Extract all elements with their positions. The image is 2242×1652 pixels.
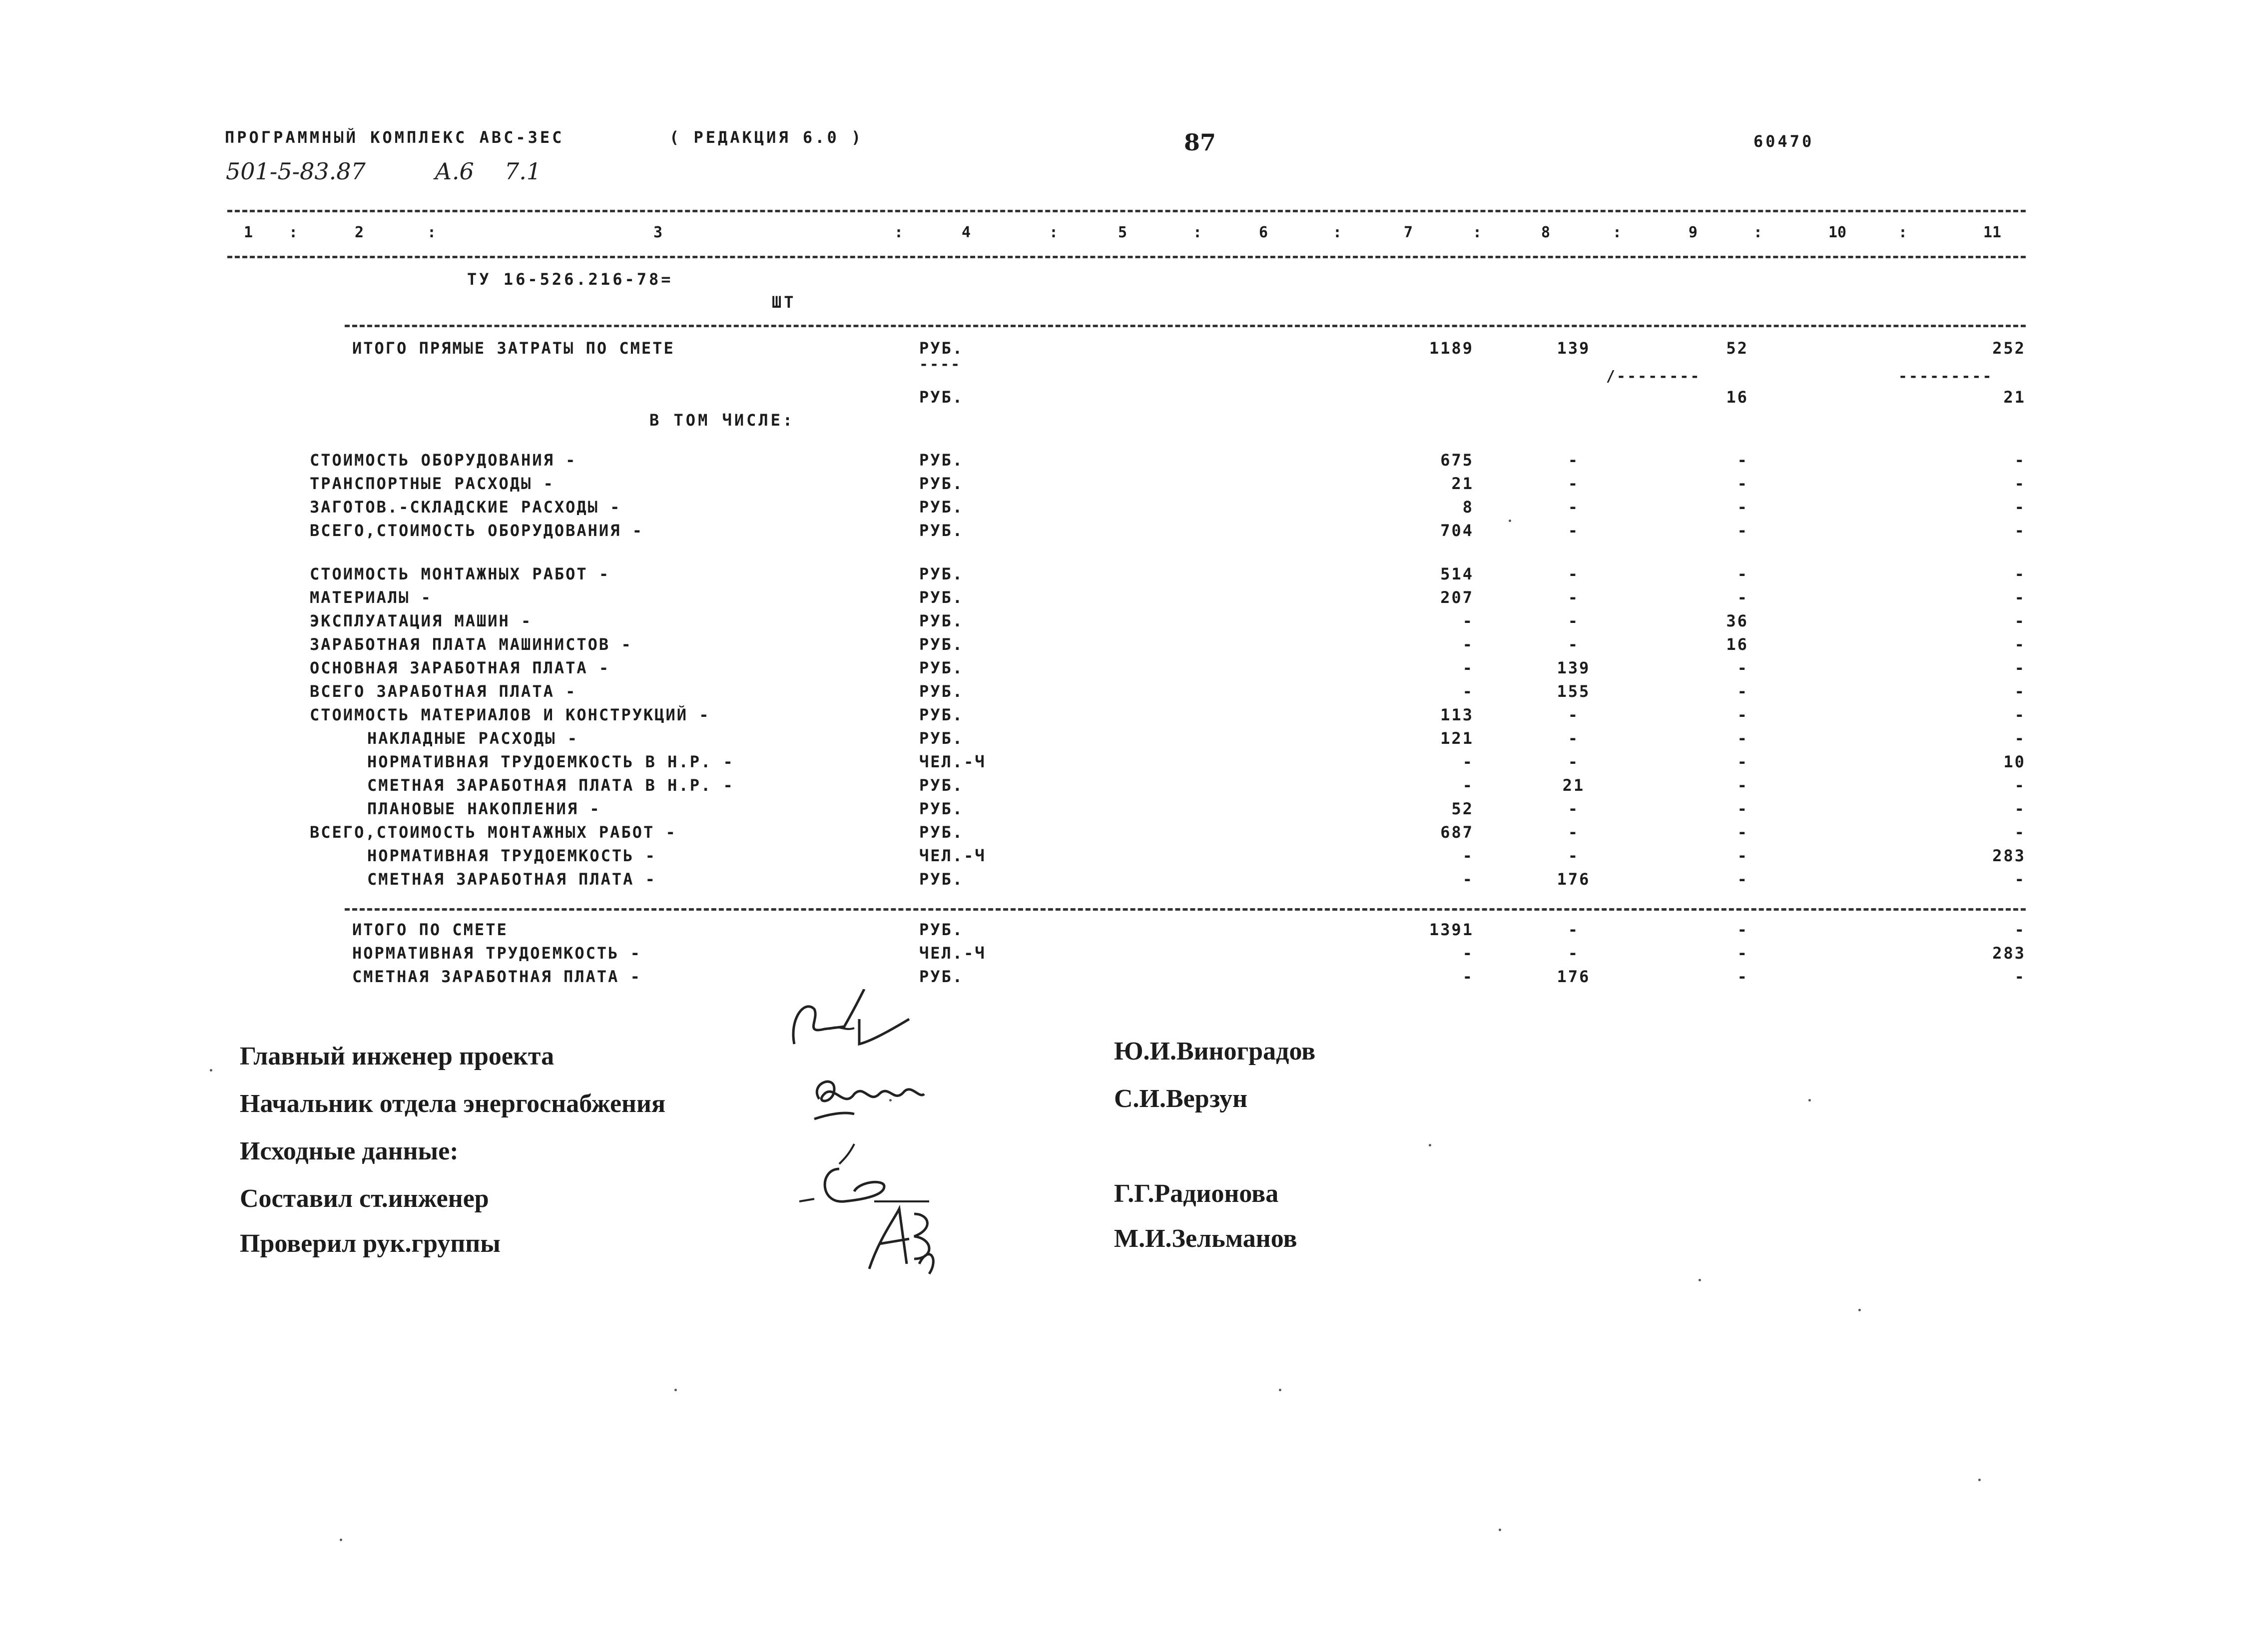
cell-col7: 704 xyxy=(1440,521,1474,540)
edition-label: ( РЕДАКЦИЯ 6.0 ) xyxy=(669,128,864,147)
cell-col11: - xyxy=(2014,588,2026,607)
cell-col7: - xyxy=(1462,846,1474,865)
table-row xyxy=(0,635,2242,655)
cell-col9: - xyxy=(1737,799,1748,818)
table-row xyxy=(0,823,2242,843)
cell-col11: - xyxy=(2014,799,2026,818)
cell-col8: - xyxy=(1568,611,1580,630)
cell-col8: - xyxy=(1568,799,1580,818)
cell-col9: - xyxy=(1737,776,1748,795)
cell-col7: - xyxy=(1462,944,1474,963)
cell-col7: 1391 xyxy=(1429,920,1474,939)
spec-unit: ШТ xyxy=(772,293,796,312)
cell-col11: - xyxy=(2014,658,2026,677)
cell-col9: - xyxy=(1737,967,1748,986)
cell-col8: - xyxy=(1568,846,1580,865)
cell-col9: 52 xyxy=(1726,339,1748,358)
cell-col8: - xyxy=(1568,752,1580,771)
cell-col7: 121 xyxy=(1440,729,1474,748)
cell-col9: - xyxy=(1737,944,1748,963)
table-row xyxy=(0,776,2242,796)
cell-col9: - xyxy=(1737,682,1748,701)
cell-col9: - xyxy=(1737,920,1748,939)
cell-col8: - xyxy=(1568,451,1580,470)
signature-role: Начальник отдела энергоснабжения xyxy=(240,1090,666,1118)
top-rule xyxy=(227,210,2026,212)
table-row xyxy=(0,870,2242,890)
row-label: ВСЕГО ЗАРАБОТНАЯ ПЛАТА - xyxy=(310,682,577,701)
table-row xyxy=(0,846,2242,866)
cell-col7: - xyxy=(1462,611,1474,630)
row-label: ИТОГО ПО СМЕТЕ xyxy=(352,920,508,939)
document-page: ПРОГРАММНЫЙ КОМПЛЕКС АВС-3ЕС ( РЕДАКЦИЯ 6.0 ) 87 60470 501-5-83.87 А.6 7.1 1 2 3 4 5 6 7 8 9 10 11 : : : : : : : : : : ТУ 16-526.216-78= ШТ ИТОГО ПРЯМЫЕ ЗАТРАТЫ ПО СМЕТЕ РУБ. 1189 139 52 252 ---- /-------- --------- РУБ. 16 21 В ТОМ ЧИСЛЕ: СТОИМОСТЬ ОБОРУДОВАНИЯ - РУБ. 675 - - - ТРАНСПОРТНЫЕ РАСХОДЫ - РУБ. 21 - - - ЗАГОТОВ.-СКЛАДСКИЕ РАСХОДЫ - РУБ. 8 - - - ВСЕГО,СТОИМОСТЬ ОБОРУДОВАНИЯ - РУБ. 704 - - - СТОИМОСТЬ МОНТАЖНЫХ РАБОТ - РУБ. 514 - - - МАТЕРИАЛЫ - РУБ. 207 - - - ЭКСПЛУАТАЦИЯ МАШИН - РУБ. - - 36 - ЗАРАБОТНАЯ ПЛАТА МАШИНИСТОВ - РУБ. - - 16 - ОСНОВНАЯ ЗАРАБОТНАЯ ПЛАТА - РУБ. - 139 - - ВСЕГО ЗАРАБОТНАЯ ПЛАТА - РУБ. - 155 - - СТОИМОСТЬ МАТЕРИАЛОВ И КОНСТРУКЦИЙ - РУБ. 113 - - - НАКЛАДНЫЕ РАСХОДЫ - РУБ. 121 - - - НОРМАТИВНАЯ ТРУДОЕМКОСТЬ В Н.Р. - ЧЕЛ.-Ч - - - 10 СМЕТНАЯ ЗАРАБОТНАЯ ПЛАТА В Н.Р. - РУБ. - 21 - - ПЛАНОВЫЕ НАКОПЛЕНИЯ - РУБ. 52 - - - ВСЕГО,СТОИМОСТЬ МОНТАЖНЫХ РАБОТ - РУБ. 687 - - - НОРМАТИВНАЯ ТРУДОЕМКОСТЬ - ЧЕЛ.-Ч - - - 283 СМЕТНАЯ ЗАРАБОТНАЯ ПЛАТА - РУБ. - 176 - - ИТОГО ПО СМЕТЕ РУБ. 1391 - - - НОРМАТИВНАЯ ТРУДОЕМКОСТЬ - ЧЕЛ.-Ч - - - 283 СМЕТНАЯ ЗАРАБОТНАЯ ПЛАТА - РУБ. - 176 - - Главный инженер проекта Ю.И.Виноградов Начальник отдела энергоснабжения С.И.Верзун Исходные данные: Составил ст.инженер Г.Г.Радионова Проверил рук.группы М.И.Зельманов xyxy=(0,0,2242,1652)
cell-col9: - xyxy=(1737,752,1748,771)
table-row xyxy=(0,729,2242,749)
row-label: ОСНОВНАЯ ЗАРАБОТНАЯ ПЛАТА - xyxy=(310,658,610,677)
table-row xyxy=(0,588,2242,608)
cell-col9: - xyxy=(1737,564,1748,583)
cell-col8: - xyxy=(1568,521,1580,540)
cell-col7: 687 xyxy=(1440,823,1474,842)
cell-col8: - xyxy=(1568,729,1580,748)
table-row xyxy=(0,611,2242,631)
table-row xyxy=(0,658,2242,678)
cell-col7: - xyxy=(1462,776,1474,795)
row-unit: ЧЕЛ.-Ч xyxy=(919,846,986,865)
signature-name: М.И.Зельманов xyxy=(1114,1224,1297,1253)
row-unit: РУБ. xyxy=(919,339,964,358)
table-row xyxy=(0,799,2242,819)
total-row xyxy=(0,944,2242,964)
signature-chief-engineer xyxy=(784,989,934,1064)
cell-col11: - xyxy=(2014,451,2026,470)
cell-col11: - xyxy=(2014,776,2026,795)
cell-col8: - xyxy=(1568,944,1580,963)
cell-col8: - xyxy=(1568,823,1580,842)
row-unit: РУБ. xyxy=(919,870,964,889)
cell-col11: - xyxy=(2014,823,2026,842)
column-number: 2 xyxy=(355,224,364,241)
cell-col11: - xyxy=(2014,611,2026,630)
row-unit: РУБ. xyxy=(919,776,964,795)
row-unit: РУБ. xyxy=(919,682,964,701)
table-row xyxy=(0,752,2242,772)
row-label: ЗАГОТОВ.-СКЛАДСКИЕ РАСХОДЫ - xyxy=(310,498,621,517)
handwritten-volume: 7.1 xyxy=(505,158,542,185)
spec-tu: ТУ 16-526.216-78= xyxy=(467,270,673,289)
cell-col11: 10 xyxy=(2003,752,2026,771)
row-label: СТОИМОСТЬ ОБОРУДОВАНИЯ - xyxy=(310,451,577,470)
row-label: НОРМАТИВНАЯ ТРУДОЕМКОСТЬ - xyxy=(367,846,656,865)
cell-col11: 283 xyxy=(1992,944,2026,963)
table-row xyxy=(0,474,2242,494)
row-label: НАКЛАДНЫЕ РАСХОДЫ - xyxy=(367,729,579,748)
signature-role: Составил ст.инженер xyxy=(240,1184,489,1213)
cell-col8: - xyxy=(1568,705,1580,724)
row-label: СМЕТНАЯ ЗАРАБОТНАЯ ПЛАТА В Н.Р. - xyxy=(367,776,734,795)
cell-col7: 52 xyxy=(1451,799,1474,818)
row-unit: РУБ. xyxy=(919,388,964,407)
total-direct-subrow xyxy=(0,388,2242,408)
total-row xyxy=(0,920,2242,940)
signature-name: Г.Г.Радионова xyxy=(1114,1179,1279,1208)
cell-col7: 675 xyxy=(1440,451,1474,470)
table-row xyxy=(0,451,2242,471)
table-row xyxy=(0,521,2242,541)
signature-department-head xyxy=(804,1064,934,1129)
cell-col7: 8 xyxy=(1462,498,1474,517)
cell-col11: - xyxy=(2014,920,2026,939)
signature-role: Проверил рук.группы xyxy=(240,1229,501,1258)
row-label: НОРМАТИВНАЯ ТРУДОЕМКОСТЬ - xyxy=(352,944,641,963)
cell-col7: 1189 xyxy=(1429,339,1474,358)
column-number: 5 xyxy=(1118,224,1127,241)
row-unit: РУБ. xyxy=(919,705,964,724)
cell-col11: - xyxy=(2014,635,2026,654)
cell-col8: 139 xyxy=(1557,658,1591,677)
row-unit: РУБ. xyxy=(919,635,964,654)
column-header-rule xyxy=(227,256,2026,258)
cell-col8: 21 xyxy=(1562,776,1585,795)
cell-col7: 207 xyxy=(1440,588,1474,607)
row-label: СМЕТНАЯ ЗАРАБОТНАЯ ПЛАТА - xyxy=(367,870,656,889)
row-unit: РУБ. xyxy=(919,967,964,986)
cell-col9: 16 xyxy=(1726,388,1748,407)
row-unit: ЧЕЛ.-Ч xyxy=(919,752,986,771)
column-number: 8 xyxy=(1541,224,1551,241)
cell-col8: - xyxy=(1568,920,1580,939)
row-unit: РУБ. xyxy=(919,564,964,583)
cell-col8: 139 xyxy=(1557,339,1591,358)
row-label: МАТЕРИАЛЫ - xyxy=(310,588,432,607)
row-label: ЗАРАБОТНАЯ ПЛАТА МАШИНИСТОВ - xyxy=(310,635,632,654)
cell-col7: - xyxy=(1462,870,1474,889)
table-row xyxy=(0,498,2242,518)
cell-col11: - xyxy=(2014,521,2026,540)
row-unit: РУБ. xyxy=(919,920,964,939)
handwritten-project-ref: 501-5-83.87 xyxy=(226,158,366,185)
cell-col7: - xyxy=(1462,635,1474,654)
cell-col8: - xyxy=(1568,474,1580,493)
signature-name: С.И.Верзун xyxy=(1114,1085,1248,1113)
table-row xyxy=(0,705,2242,725)
row-label: ВСЕГО,СТОИМОСТЬ ОБОРУДОВАНИЯ - xyxy=(310,521,643,540)
column-number: 1 xyxy=(244,224,253,241)
cell-col7: 21 xyxy=(1451,474,1474,493)
cell-col8: - xyxy=(1568,498,1580,517)
row-unit: РУБ. xyxy=(919,823,964,842)
column-number: 10 xyxy=(1828,224,1847,241)
including-heading: В ТОМ ЧИСЛЕ: xyxy=(649,411,795,430)
cell-col8: - xyxy=(1568,564,1580,583)
column-number: 11 xyxy=(1983,224,2002,241)
cell-col9: 36 xyxy=(1726,611,1748,630)
row-label: СТОИМОСТЬ МОНТАЖНЫХ РАБОТ - xyxy=(310,564,610,583)
row-unit: РУБ. xyxy=(919,611,964,630)
row-label: ПЛАНОВЫЕ НАКОПЛЕНИЯ - xyxy=(367,799,601,818)
signature-role: Исходные данные: xyxy=(240,1137,459,1165)
spec-rule xyxy=(345,325,2026,327)
column-number: 7 xyxy=(1404,224,1413,241)
cell-col7: 514 xyxy=(1440,564,1474,583)
cell-col9: - xyxy=(1737,870,1748,889)
cell-col8: 176 xyxy=(1557,870,1591,889)
row-unit: РУБ. xyxy=(919,799,964,818)
cell-col11: 252 xyxy=(1992,339,2026,358)
cell-col7: - xyxy=(1462,967,1474,986)
row-label: СМЕТНАЯ ЗАРАБОТНАЯ ПЛАТА - xyxy=(352,967,641,986)
cell-col9: - xyxy=(1737,823,1748,842)
cell-col11: - xyxy=(2014,564,2026,583)
row-unit: РУБ. xyxy=(919,588,964,607)
row-label: НОРМАТИВНАЯ ТРУДОЕМКОСТЬ В Н.Р. - xyxy=(367,752,734,771)
cell-col11: - xyxy=(2014,705,2026,724)
row-unit: РУБ. xyxy=(919,451,964,470)
cell-col8: 155 xyxy=(1557,682,1591,701)
row-label: ТРАНСПОРТНЫЕ РАСХОДЫ - xyxy=(310,474,555,493)
row-unit: РУБ. xyxy=(919,729,964,748)
cell-col7: - xyxy=(1462,682,1474,701)
handwritten-album: А.6 xyxy=(435,158,474,185)
row-unit: РУБ. xyxy=(919,474,964,493)
cell-col8: - xyxy=(1568,635,1580,654)
signature-group-lead xyxy=(859,1199,959,1279)
cell-col7: - xyxy=(1462,658,1474,677)
cell-col9: - xyxy=(1737,498,1748,517)
cell-col9: 16 xyxy=(1726,635,1748,654)
cell-col11: 21 xyxy=(2003,388,2026,407)
totals-rule xyxy=(345,908,2026,911)
cell-col9: - xyxy=(1737,658,1748,677)
row-label: ИТОГО ПРЯМЫЕ ЗАТРАТЫ ПО СМЕТЕ xyxy=(352,339,675,358)
total-direct-row xyxy=(0,339,2242,359)
row-label: ВСЕГО,СТОИМОСТЬ МОНТАЖНЫХ РАБОТ - xyxy=(310,823,677,842)
row-unit: РУБ. xyxy=(919,521,964,540)
cell-col9: - xyxy=(1737,474,1748,493)
cell-col11: - xyxy=(2014,729,2026,748)
column-number: 9 xyxy=(1688,224,1698,241)
total-row xyxy=(0,967,2242,987)
signature-name: Ю.И.Виноградов xyxy=(1114,1037,1316,1066)
cell-col9: - xyxy=(1737,846,1748,865)
row-label: ЭКСПЛУАТАЦИЯ МАШИН - xyxy=(310,611,533,630)
row-unit: ЧЕЛ.-Ч xyxy=(919,944,986,963)
cell-col11: - xyxy=(2014,967,2026,986)
cell-col9: - xyxy=(1737,521,1748,540)
column-number: 3 xyxy=(653,224,663,241)
cell-col7: - xyxy=(1462,752,1474,771)
cell-col11: - xyxy=(2014,498,2026,517)
cell-col8: - xyxy=(1568,588,1580,607)
program-title: ПРОГРАММНЫЙ КОМПЛЕКС АВС-3ЕС xyxy=(225,128,564,147)
document-code: 60470 xyxy=(1753,132,1814,151)
cell-col11: - xyxy=(2014,682,2026,701)
cell-col9: - xyxy=(1737,588,1748,607)
row-unit: РУБ. xyxy=(919,658,964,677)
signature-role: Главный инженер проекта xyxy=(240,1042,555,1071)
table-row xyxy=(0,564,2242,584)
cell-col9: - xyxy=(1737,729,1748,748)
column-number: 6 xyxy=(1259,224,1268,241)
cell-col9: - xyxy=(1737,451,1748,470)
cell-col11: - xyxy=(2014,870,2026,889)
cell-col11: - xyxy=(2014,474,2026,493)
cell-col8: 176 xyxy=(1557,967,1591,986)
row-unit: РУБ. xyxy=(919,498,964,517)
cell-col11: 283 xyxy=(1992,846,2026,865)
column-separators: : : : : : : : : : : xyxy=(289,224,1908,241)
page-number: 87 xyxy=(1184,129,1216,156)
column-number: 4 xyxy=(962,224,971,241)
row-label: СТОИМОСТЬ МАТЕРИАЛОВ И КОНСТРУКЦИЙ - xyxy=(310,705,710,724)
table-row xyxy=(0,682,2242,702)
cell-col7: 113 xyxy=(1440,705,1474,724)
cell-col9: - xyxy=(1737,705,1748,724)
